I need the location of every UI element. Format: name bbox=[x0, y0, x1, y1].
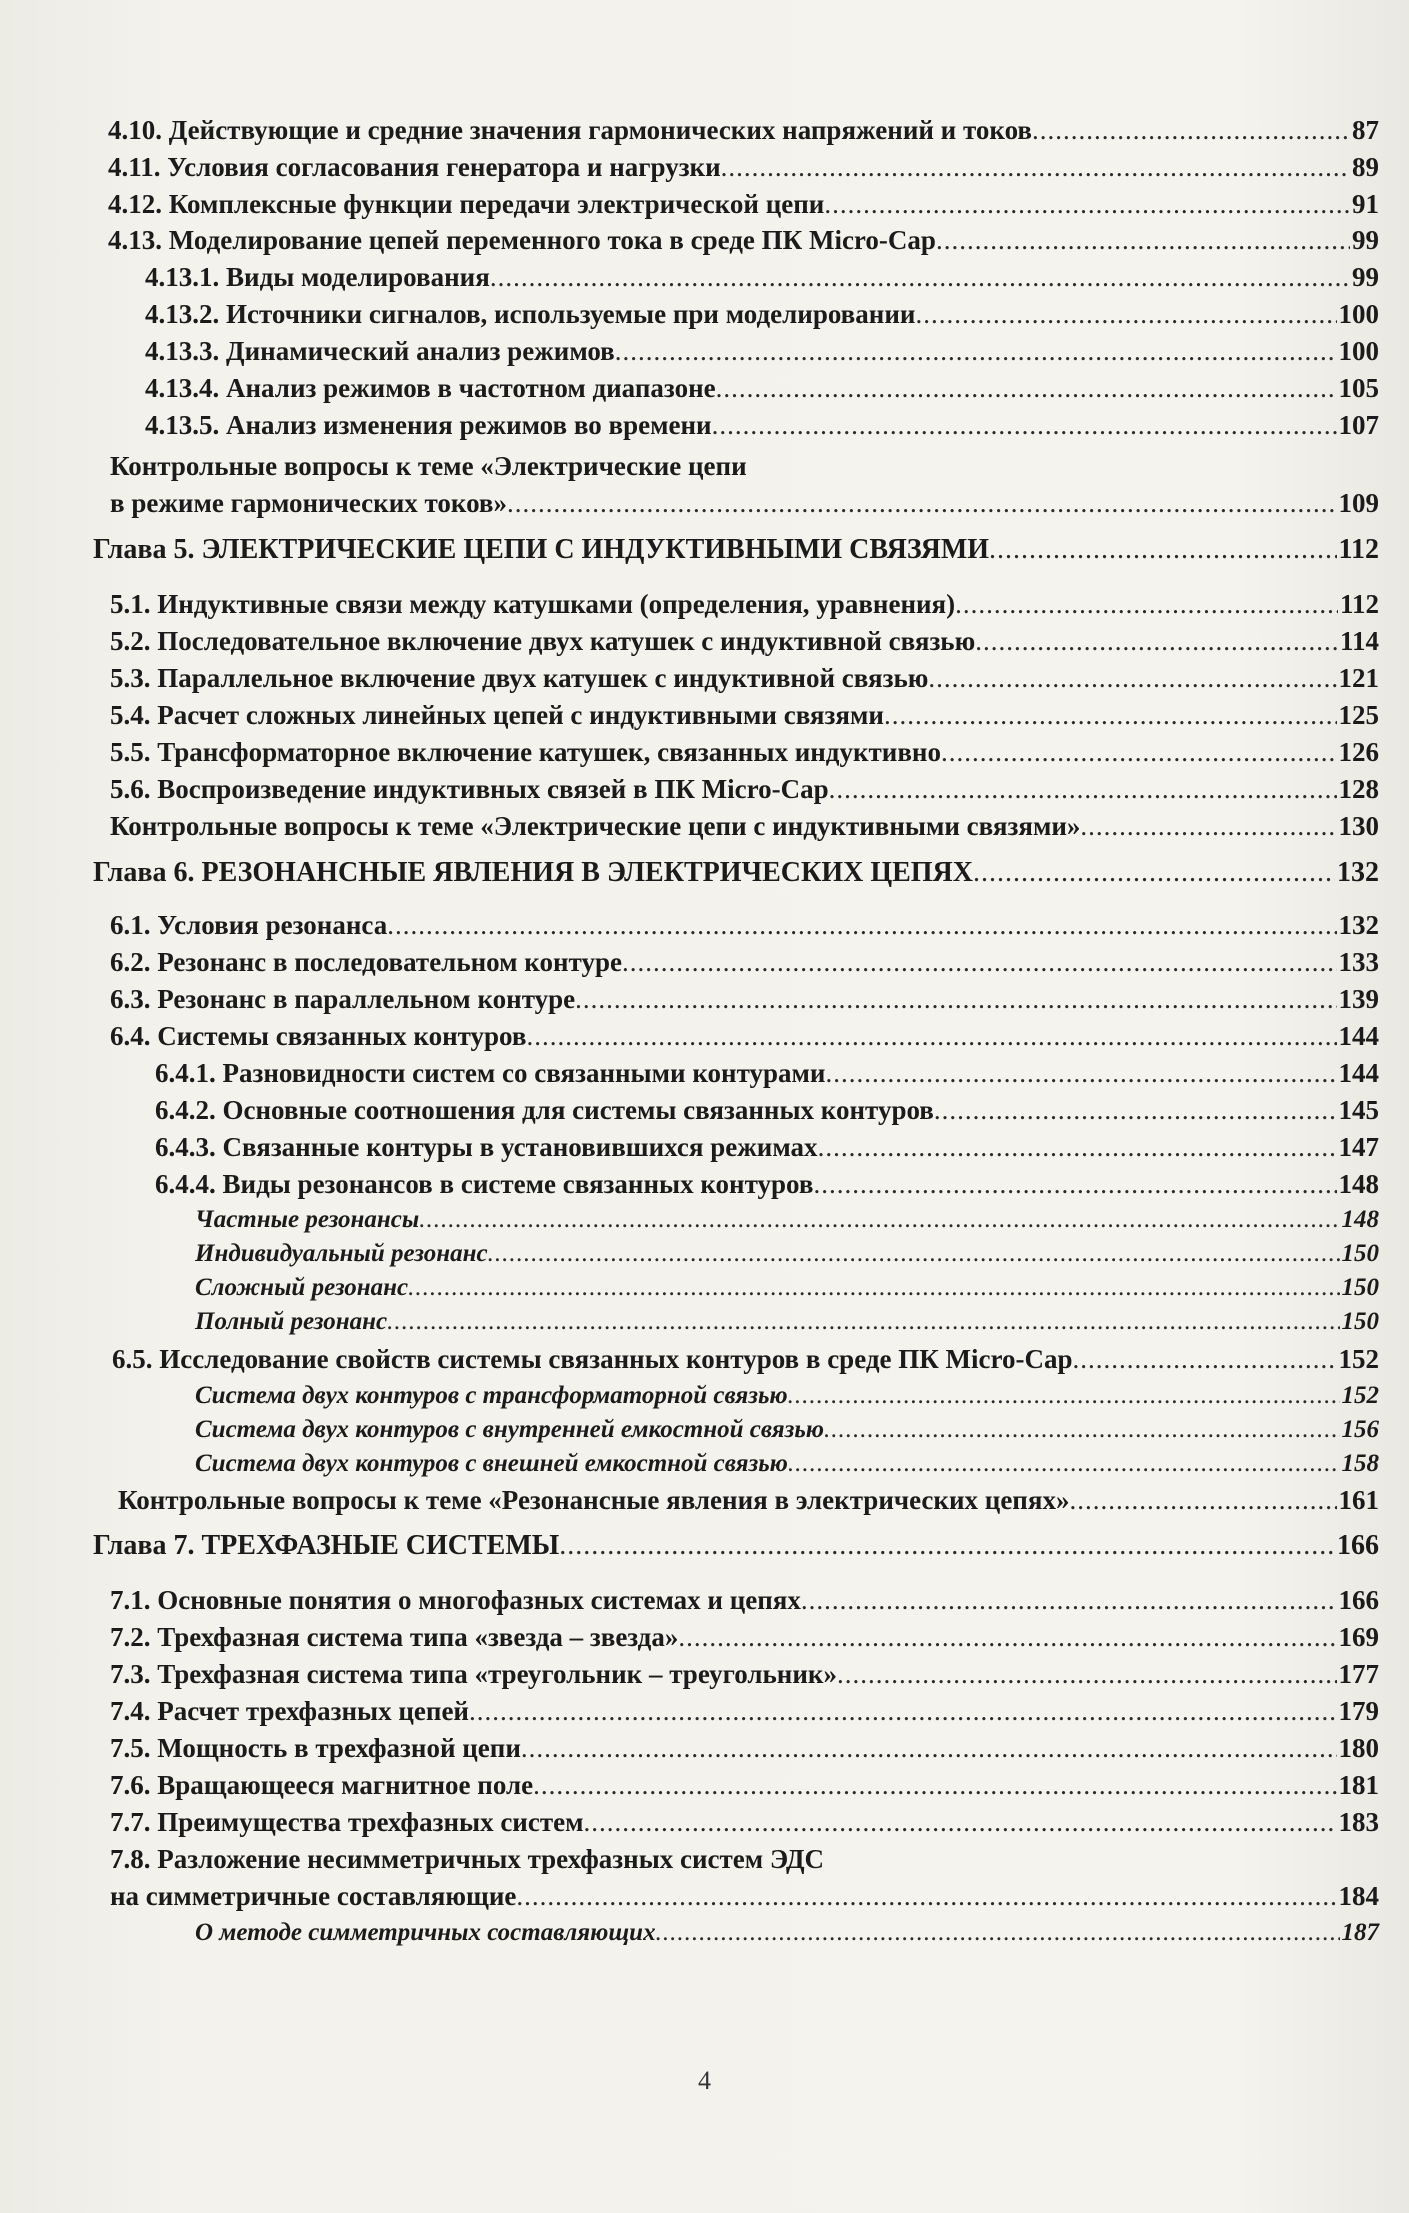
toc-entry-title: 6.4. Системы связанных контуров bbox=[110, 1021, 527, 1051]
toc-entry-title: 6.5. Исследование свойств системы связанных контуров в среде ПК Micro-Cap bbox=[112, 1344, 1073, 1374]
dot-leader bbox=[622, 944, 1337, 980]
toc-entry-title: Контрольные вопросы к теме «Электрические цепи bbox=[110, 451, 747, 481]
toc-entry[interactable] bbox=[145, 259, 1379, 295]
toc-entry-page: 183 bbox=[1338, 1807, 1379, 1837]
toc-entry-page: 150 bbox=[1341, 1274, 1379, 1301]
toc-entry-page: 161 bbox=[1338, 1485, 1379, 1515]
toc-entry-page: 100 bbox=[1338, 336, 1379, 366]
toc-entry[interactable] bbox=[108, 222, 1379, 258]
toc-entry[interactable] bbox=[155, 1166, 1379, 1202]
dot-leader bbox=[469, 1693, 1337, 1729]
toc-entry[interactable] bbox=[195, 1446, 1379, 1482]
toc-entry[interactable] bbox=[195, 1304, 1379, 1340]
toc-entry-title: 5.3. Параллельное включение двух катушек с индуктивной связью bbox=[110, 663, 929, 693]
page-number: 4 bbox=[698, 2066, 711, 2095]
dot-leader bbox=[936, 222, 1350, 258]
dot-leader bbox=[884, 697, 1337, 733]
toc-entry-title: 4.13.1. Виды моделирования bbox=[145, 262, 490, 292]
toc-entry-page: 132 bbox=[1338, 910, 1379, 940]
toc-entry-title: на симметричные составляющие bbox=[110, 1881, 517, 1911]
dot-leader bbox=[941, 734, 1337, 770]
dot-leader bbox=[533, 1767, 1336, 1803]
dot-leader bbox=[788, 1446, 1340, 1482]
toc-entry-title: Сложный резонанс bbox=[195, 1274, 409, 1301]
dot-leader bbox=[1069, 1482, 1336, 1518]
toc-entry-page: 109 bbox=[1338, 488, 1379, 518]
toc-entry-page: 169 bbox=[1338, 1622, 1379, 1652]
dot-leader bbox=[507, 485, 1336, 521]
toc-chapter-entry[interactable] bbox=[93, 532, 1379, 568]
toc-entry[interactable] bbox=[110, 1018, 1379, 1054]
toc-entry-page: 150 bbox=[1341, 1240, 1379, 1267]
dot-leader bbox=[1080, 808, 1336, 844]
toc-entry-page: 158 bbox=[1341, 1450, 1379, 1477]
toc-entry-title: 7.5. Мощность в трехфазной цепи bbox=[110, 1733, 521, 1763]
toc-entry-page: 126 bbox=[1338, 737, 1379, 767]
toc-entry[interactable] bbox=[195, 1378, 1379, 1414]
toc-entry-page: 148 bbox=[1341, 1206, 1379, 1233]
dot-leader bbox=[559, 1528, 1335, 1564]
toc-entry[interactable] bbox=[110, 660, 1379, 696]
dot-leader bbox=[712, 407, 1337, 443]
toc-entry-title: Контрольные вопросы к теме «Электрические цепи с индуктивными связями» bbox=[110, 811, 1081, 841]
toc-entry-title: Глава 6. РЕЗОНАНСНЫЕ ЯВЛЕНИЯ В ЭЛЕКТРИЧЕСКИХ ЦЕПЯХ bbox=[93, 857, 973, 888]
toc-entry-title: О методе симметричных составляющих bbox=[195, 1919, 656, 1946]
dot-leader bbox=[408, 1270, 1339, 1306]
toc-entry-title: 6.1. Условия резонанса bbox=[110, 910, 388, 940]
toc-entry-page: 132 bbox=[1337, 857, 1379, 888]
dot-leader bbox=[829, 771, 1337, 807]
toc-entry-title: Глава 7. ТРЕХФАЗНЫЕ СИСТЕМЫ bbox=[93, 1530, 560, 1561]
toc-entry[interactable] bbox=[110, 485, 1379, 521]
toc-entry[interactable] bbox=[110, 1767, 1379, 1803]
toc-entry[interactable] bbox=[110, 1804, 1379, 1840]
toc-entry[interactable] bbox=[110, 981, 1379, 1017]
toc-entry-page: 145 bbox=[1338, 1095, 1379, 1125]
toc-entry[interactable] bbox=[145, 370, 1379, 406]
dot-leader bbox=[1073, 1341, 1337, 1377]
dot-leader bbox=[934, 1092, 1337, 1128]
dot-leader bbox=[716, 370, 1337, 406]
toc-entry[interactable] bbox=[110, 1841, 824, 1877]
toc-entry-page: 144 bbox=[1338, 1058, 1379, 1088]
toc-entry-page: 125 bbox=[1338, 700, 1379, 730]
dot-leader bbox=[656, 1915, 1340, 1951]
toc-entry[interactable] bbox=[145, 333, 1379, 369]
toc-entry[interactable] bbox=[112, 1341, 1379, 1377]
toc-entry-title: 4.13.4. Анализ режимов в частотном диапазоне bbox=[145, 373, 716, 403]
toc-entry-page: 180 bbox=[1338, 1733, 1379, 1763]
dot-leader bbox=[387, 1304, 1339, 1340]
dot-leader bbox=[678, 1619, 1336, 1655]
toc-entry-page: 150 bbox=[1341, 1308, 1379, 1335]
toc-entry[interactable] bbox=[195, 1915, 1379, 1951]
toc-entry-title: Система двух контуров с трансформаторной связью bbox=[195, 1382, 788, 1409]
toc-entry-page: 148 bbox=[1338, 1169, 1379, 1199]
toc-entry-title: 7.6. Вращающееся магнитное поле bbox=[110, 1770, 534, 1800]
toc-entry-title: Индивидуальный резонанс bbox=[195, 1240, 488, 1267]
toc-entry-page: 166 bbox=[1337, 1530, 1379, 1561]
toc-entry-page: 89 bbox=[1352, 152, 1379, 182]
toc-entry-title: Частные резонансы bbox=[195, 1206, 420, 1233]
toc-entry-page: 184 bbox=[1338, 1881, 1379, 1911]
toc-entry-title: в режиме гармонических токов» bbox=[110, 488, 508, 518]
toc-entry-title: Система двух контуров с внешней емкостной связью bbox=[195, 1450, 788, 1477]
toc-entry[interactable] bbox=[155, 1129, 1379, 1165]
dot-leader bbox=[526, 1018, 1336, 1054]
dot-leader bbox=[928, 660, 1336, 696]
toc-entry[interactable] bbox=[110, 808, 1379, 844]
dot-leader bbox=[721, 149, 1350, 185]
toc-entry-title: 6.4.1. Разновидности систем со связанными контурами bbox=[155, 1058, 826, 1088]
toc-entry[interactable] bbox=[110, 586, 1379, 622]
toc-entry-title: 7.1. Основные понятия о многофазных системах и цепях bbox=[110, 1585, 801, 1615]
toc-entry-title: 7.8. Разложение несимметричных трехфазных систем ЭДС bbox=[110, 1844, 825, 1874]
dot-leader bbox=[1032, 112, 1350, 148]
toc-entry-title: 4.13.2. Источники сигналов, используемые при моделировании bbox=[145, 299, 916, 329]
toc-entry-page: 156 bbox=[1341, 1416, 1379, 1443]
dot-leader bbox=[955, 586, 1338, 622]
toc-entry[interactable] bbox=[110, 1878, 1379, 1914]
toc-entry-page: 105 bbox=[1338, 373, 1379, 403]
toc-entry[interactable] bbox=[110, 623, 1379, 659]
toc-entry[interactable] bbox=[110, 448, 747, 484]
toc-entry-page: 133 bbox=[1338, 947, 1379, 977]
toc-entry[interactable] bbox=[195, 1202, 1379, 1238]
toc-entry-title: 5.4. Расчет сложных линейных цепей с индуктивными связями bbox=[110, 700, 884, 730]
dot-leader bbox=[575, 981, 1336, 1017]
toc-entry-page: 181 bbox=[1338, 1770, 1379, 1800]
toc-entry-page: 147 bbox=[1338, 1132, 1379, 1162]
toc-entry-page: 152 bbox=[1341, 1382, 1379, 1409]
toc-entry[interactable] bbox=[110, 771, 1379, 807]
toc-entry[interactable] bbox=[110, 1582, 1379, 1618]
toc-entry-page: 99 bbox=[1352, 262, 1379, 292]
toc-entry-title: 4.10. Действующие и средние значения гармонических напряжений и токов bbox=[108, 115, 1032, 145]
toc-entry-title: 5.2. Последовательное включение двух катушек с индуктивной связью bbox=[110, 626, 976, 656]
toc-entry-title: 4.11. Условия согласования генератора и нагрузки bbox=[108, 152, 721, 182]
toc-entry[interactable] bbox=[195, 1236, 1379, 1272]
toc-entry-title: 6.4.3. Связанные контуры в установившихся режимах bbox=[155, 1132, 818, 1162]
dot-leader bbox=[989, 532, 1336, 568]
toc-entry-title: Система двух контуров с внутренней емкостной связью bbox=[195, 1416, 825, 1443]
toc-entry[interactable] bbox=[110, 1693, 1379, 1729]
toc-entry-page: 121 bbox=[1338, 663, 1379, 693]
dot-leader bbox=[584, 1804, 1337, 1840]
toc-entry-page: 100 bbox=[1338, 299, 1379, 329]
dot-leader bbox=[801, 1582, 1337, 1618]
toc-entry[interactable] bbox=[110, 697, 1379, 733]
toc-entry-title: Полный резонанс bbox=[195, 1308, 388, 1335]
toc-entry-title: 7.2. Трехфазная система типа «звезда – звезда» bbox=[110, 1622, 679, 1652]
dot-leader bbox=[615, 333, 1337, 369]
dot-leader bbox=[490, 259, 1350, 295]
toc-entry[interactable] bbox=[155, 1092, 1379, 1128]
toc-entry-page: 166 bbox=[1338, 1585, 1379, 1615]
toc-entry-title: Глава 5. ЭЛЕКТРИЧЕСКИЕ ЦЕПИ С ИНДУКТИВНЫМИ СВЯЗЯМИ bbox=[93, 534, 990, 565]
toc-entry-title: 5.6. Воспроизведение индуктивных связей в ПК Micro-Cap bbox=[110, 774, 829, 804]
toc-entry[interactable] bbox=[108, 112, 1379, 148]
dot-leader bbox=[824, 186, 1350, 222]
toc-entry[interactable] bbox=[155, 1055, 1379, 1091]
toc-entry[interactable] bbox=[110, 1730, 1379, 1766]
dot-leader bbox=[387, 907, 1336, 943]
dot-leader bbox=[973, 855, 1335, 891]
toc-chapter-entry[interactable] bbox=[93, 855, 1379, 891]
toc-entry[interactable] bbox=[118, 1482, 1379, 1518]
toc-entry-title: 6.2. Резонанс в последовательном контуре bbox=[110, 947, 622, 977]
dot-leader bbox=[788, 1378, 1340, 1414]
toc-entry-page: 107 bbox=[1338, 410, 1379, 440]
toc-entry[interactable] bbox=[110, 1619, 1379, 1655]
toc-entry[interactable] bbox=[195, 1412, 1379, 1448]
toc-entry[interactable] bbox=[108, 149, 1379, 185]
toc-entry-title: 5.1. Индуктивные связи между катушками (определения, уравнения) bbox=[110, 589, 956, 619]
toc-entry-page: 177 bbox=[1338, 1659, 1379, 1689]
toc-entry-title: 7.3. Трехфазная система типа «треугольник – треугольник» bbox=[110, 1659, 837, 1689]
dot-leader bbox=[521, 1730, 1337, 1766]
dot-leader bbox=[818, 1129, 1337, 1165]
toc-entry-page: 130 bbox=[1338, 811, 1379, 841]
toc-entry-title: 6.3. Резонанс в параллельном контуре bbox=[110, 984, 576, 1014]
dot-leader bbox=[825, 1055, 1336, 1091]
toc-entry-title: 4.13.5. Анализ изменения режимов во времени bbox=[145, 410, 712, 440]
toc-entry-page: 112 bbox=[1338, 534, 1379, 565]
dot-leader bbox=[516, 1878, 1336, 1914]
dot-leader bbox=[813, 1166, 1336, 1202]
toc-entry-page: 99 bbox=[1352, 225, 1379, 255]
toc-entry-title: 7.7. Преимущества трехфазных систем bbox=[110, 1807, 584, 1837]
toc-entry-title: 4.12. Комплексные функции передачи электрической цепи bbox=[108, 189, 825, 219]
toc-entry[interactable] bbox=[195, 1270, 1379, 1306]
toc-entry-title: 6.4.2. Основные соотношения для системы связанных контуров bbox=[155, 1095, 934, 1125]
dot-leader bbox=[837, 1656, 1337, 1692]
toc-entry[interactable] bbox=[110, 907, 1379, 943]
toc-entry[interactable] bbox=[110, 1656, 1379, 1692]
toc-entry-page: 87 bbox=[1352, 115, 1379, 145]
dot-leader bbox=[915, 296, 1336, 332]
toc-entry[interactable] bbox=[145, 407, 1379, 443]
dot-leader bbox=[488, 1236, 1340, 1272]
toc-chapter-entry[interactable] bbox=[93, 1528, 1379, 1564]
dot-leader bbox=[975, 623, 1338, 659]
dot-leader bbox=[419, 1202, 1339, 1238]
toc-entry-title: 7.4. Расчет трехфазных цепей bbox=[110, 1696, 469, 1726]
toc-entry[interactable] bbox=[110, 734, 1379, 770]
toc-entry-page: 128 bbox=[1338, 774, 1379, 804]
toc-entry-title: 4.13. Моделирование цепей переменного тока в среде ПК Micro-Cap bbox=[108, 225, 936, 255]
toc-entry-page: 91 bbox=[1352, 189, 1379, 219]
toc-entry-page: 144 bbox=[1338, 1021, 1379, 1051]
toc-entry-title: Контрольные вопросы к теме «Резонансные явления в электрических цепях» bbox=[118, 1485, 1070, 1515]
toc-entry[interactable] bbox=[108, 186, 1379, 222]
toc-entry-page: 139 bbox=[1338, 984, 1379, 1014]
toc-entry[interactable] bbox=[110, 944, 1379, 980]
dot-leader bbox=[824, 1412, 1339, 1448]
toc-entry-page: 114 bbox=[1339, 626, 1379, 656]
toc-entry[interactable] bbox=[145, 296, 1379, 332]
toc-entry-page: 179 bbox=[1338, 1696, 1379, 1726]
toc-entry-page: 152 bbox=[1338, 1344, 1379, 1374]
toc-entry-title: 6.4.4. Виды резонансов в системе связанных контуров bbox=[155, 1169, 814, 1199]
toc-entry-page: 112 bbox=[1339, 589, 1379, 619]
toc-entry-page: 187 bbox=[1341, 1919, 1379, 1946]
toc-entry-title: 4.13.3. Динамический анализ режимов bbox=[145, 336, 615, 366]
toc-entry-title: 5.5. Трансформаторное включение катушек, связанных индуктивно bbox=[110, 737, 941, 767]
